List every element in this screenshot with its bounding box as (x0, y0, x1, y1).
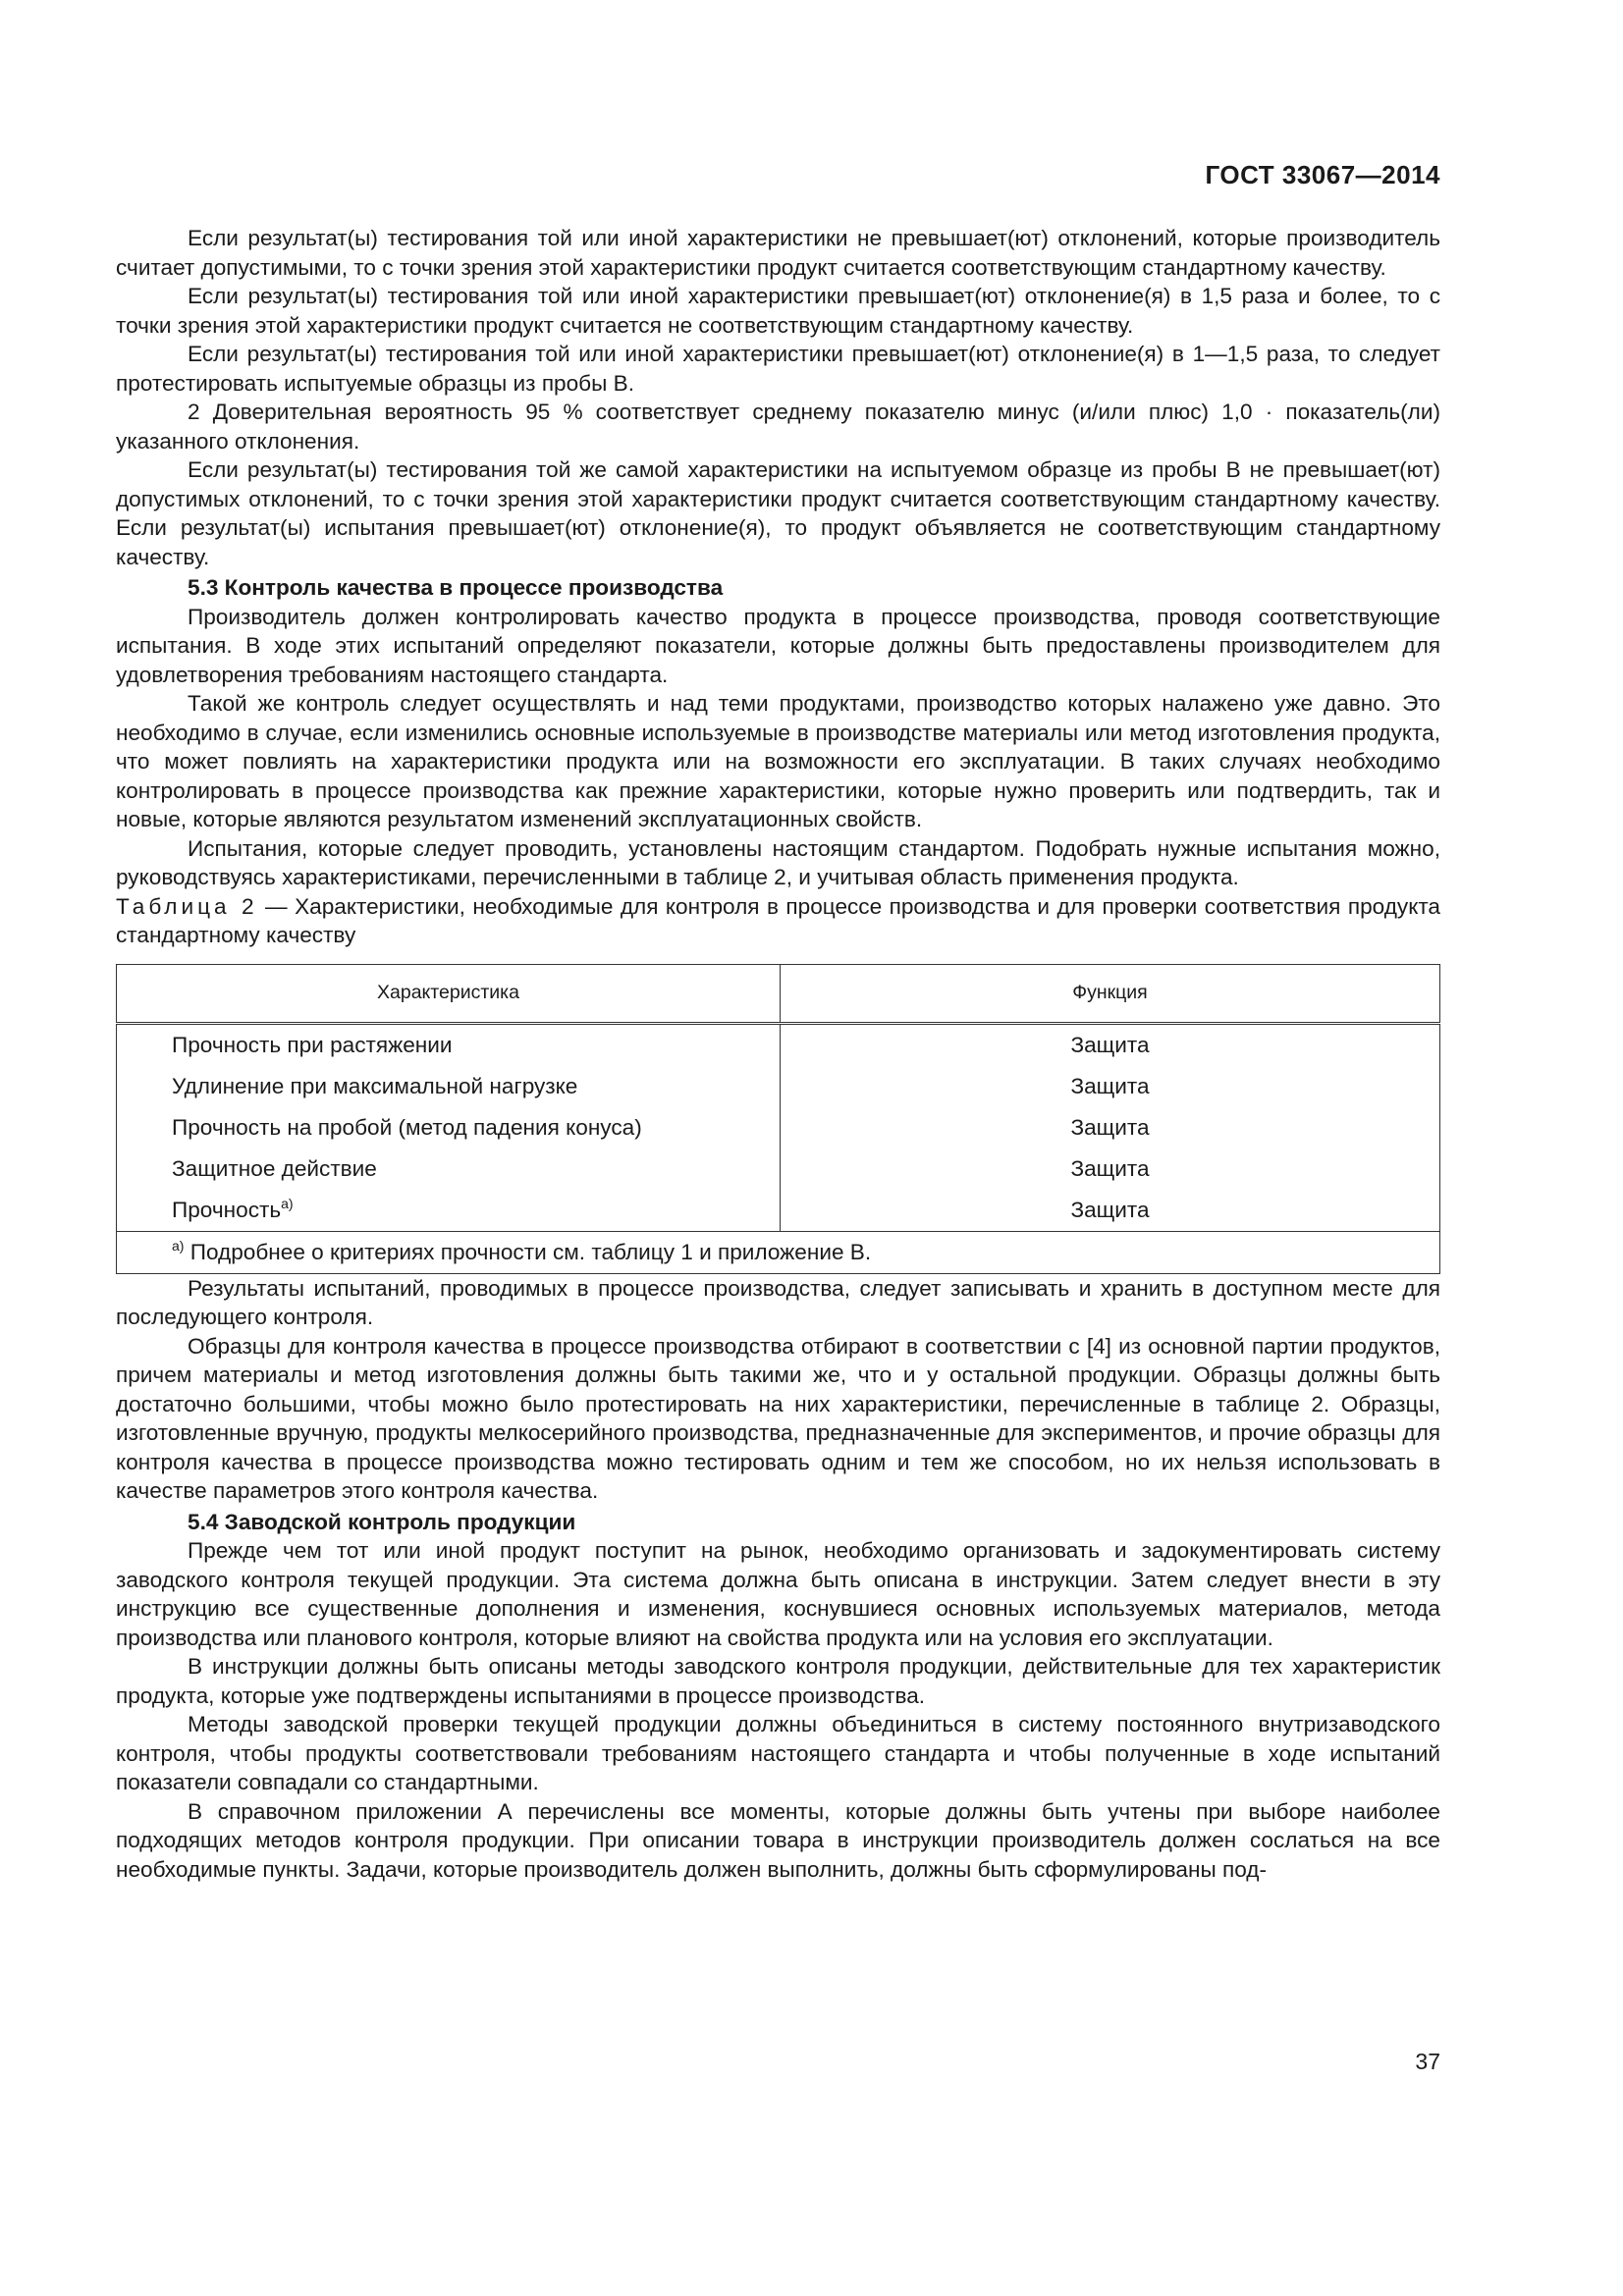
cell-function: Защита (781, 1066, 1440, 1107)
paragraph: Образцы для контроля качества в процессе производства отбирают в соответствии с [4] из основной партии продуктов, причем материалы и метод изготовления должны быть такими же, что и у остальной продукции. Образцы должны быть достаточно большими, чтобы можно было протестировать на них характеристики, перечисленные в таблице 2. Образцы, изготовленные вручную, продукты мелкосерийного производства, предназначенные для экспериментов, и прочие образцы для контроля качества в процессе производства можно тестировать одним и тем же способом, но их нельзя использовать в качестве параметров этого контроля качества. (116, 1333, 1440, 1503)
document-number: ГОСТ 33067—2014 (1205, 160, 1440, 189)
table-caption (116, 892, 1440, 950)
footnote-marker: а) (172, 1238, 185, 1254)
cell-characteristic: Прочность при растяжении (117, 1023, 781, 1066)
table-row (117, 1023, 1440, 1066)
paragraph: Прежде чем тот или иной продукт поступит на рынок, необходимо организовать и задокументировать систему заводского контроля текущей продукции. Эта система должна быть описана в инструкции. Затем следует внести в эту инструкцию все существенные дополнения и изменения, коснувшиеся основных используемых материалов, метода производства или планового контроля, которые влияют на свойства продукта или на условия его эксплуатации. (116, 1538, 1440, 1650)
table-row (117, 1190, 1440, 1232)
cell-characteristic-text: Прочность (172, 1198, 282, 1222)
table-caption-label: Таблица 2 (116, 893, 258, 919)
section-heading-5-3: 5.3 Контроль качества в процессе производства (188, 575, 724, 600)
column-header-characteristic: Характеристика (117, 964, 781, 1023)
cell-function: Защита (781, 1107, 1440, 1148)
table-row (117, 1148, 1440, 1190)
footnote-marker: а) (281, 1196, 294, 1211)
paragraph: Результаты испытаний, проводимых в процессе производства, следует записывать и хранить в доступном месте для последующего контроля. (116, 1275, 1440, 1329)
paragraph: Испытания, которые следует проводить, установлены настоящим стандартом. Подобрать нужные испытания можно, руководствуясь характеристиками, перечисленными в таблице 2, и учитывая область применения продукта. (116, 835, 1440, 889)
section-heading-5-4: 5.4 Заводской контроль продукции (188, 1509, 576, 1534)
table-caption-text: — Характеристики, необходимые для контроля в процессе производства и для проверки соответствия продукта стандартному качеству (116, 893, 1440, 947)
table-footnote-row (117, 1231, 1440, 1273)
table-header-row (117, 964, 1440, 1023)
footnote-text: Подробнее о критериях прочности см. таблицу 1 и приложение В. (184, 1240, 872, 1264)
paragraph: Если результат(ы) тестирования той же самой характеристики на испытуемом образце из пробы В не превышает(ют) допустимых отклонений, то с точки зрения этой характеристики продукт считается соответствующим стандартному качеству. Если результат(ы) испытания превышает(ют) отклонение(я), то продукт объявляется не соответствующим стандартному качеству. (116, 457, 1440, 569)
cell-characteristic: Прочность на пробой (метод падения конуса) (117, 1107, 781, 1148)
cell-characteristic (117, 1190, 781, 1232)
paragraph: Методы заводской проверки текущей продукции должны объединиться в систему постоянного внутризаводского контроля, чтобы продукты соответствовали требованиям настоящего стандарта и чтобы полученные в ходе испытаний показатели совпадали со стандартными. (116, 1712, 1440, 1794)
paragraph: В справочном приложении А перечислены все моменты, которые должны быть учтены при выборе наиболее подходящих методов контроля продукции. При описании товара в инструкции производитель должен сослаться на все необходимые пункты. Задачи, которые производитель должен выполнить, должны быть сформулированы под- (116, 1798, 1440, 1882)
cell-characteristic: Удлинение при максимальной нагрузке (117, 1066, 781, 1107)
cell-function: Защита (781, 1190, 1440, 1232)
table-row (117, 1066, 1440, 1107)
column-header-function: Функция (781, 964, 1440, 1023)
table-row (117, 1107, 1440, 1148)
cell-characteristic: Защитное действие (117, 1148, 781, 1190)
cell-function: Защита (781, 1023, 1440, 1066)
paragraph: Если результат(ы) тестирования той или иной характеристики не превышает(ют) отклонений, которые производитель считает допустимыми, то с точки зрения этой характеристики продукт считается соответствующим стандартному качеству. (116, 226, 1440, 280)
table-2 (116, 964, 1440, 1274)
paragraph: Если результат(ы) тестирования той или иной характеристики превышает(ют) отклонение(я) в 1,5 раза и более, то с точки зрения этой характеристики продукт считается не соответствующим стандартному качеству. (116, 284, 1440, 338)
note-paragraph: 2 Доверительная вероятность 95 % соответствует среднему показателю минус (и/или плюс) 1,0 · показатель(ли) указанного отклонения. (116, 400, 1440, 454)
paragraph: В инструкции должны быть описаны методы заводского контроля продукции, действительные для тех характеристик продукта, которые уже подтверждены испытаниями в процессе производства. (116, 1654, 1440, 1708)
table-footnote (117, 1231, 1440, 1273)
page-body (116, 224, 1440, 1884)
paragraph: Такой же контроль следует осуществлять и над теми продуктами, производство которых налажено уже давно. Это необходимо в случае, если изменились основные используемые в производстве материалы или метод изготовления продукта, что может повлиять на характеристики продукта или на возможности его эксплуатации. В таких случаях необходимо контролировать в процессе производства как прежние характеристики, которые нужно проверить или подтвердить, так и новые, которые являются результатом изменений эксплуатационных свойств. (116, 691, 1440, 831)
paragraph: Если результат(ы) тестирования той или иной характеристики превышает(ют) отклонение(я) в 1—1,5 раза, то следует протестировать испытуемые образцы из пробы В. (116, 342, 1440, 396)
cell-function: Защита (781, 1148, 1440, 1190)
page-number: 37 (1415, 2049, 1440, 2074)
paragraph: Производитель должен контролировать качество продукта в процессе производства, проводя соответствующие испытания. В ходе этих испытаний определяют показатели, которые должны быть предоставлены производителем для удовлетворения требованиям настоящего стандарта. (116, 604, 1440, 687)
